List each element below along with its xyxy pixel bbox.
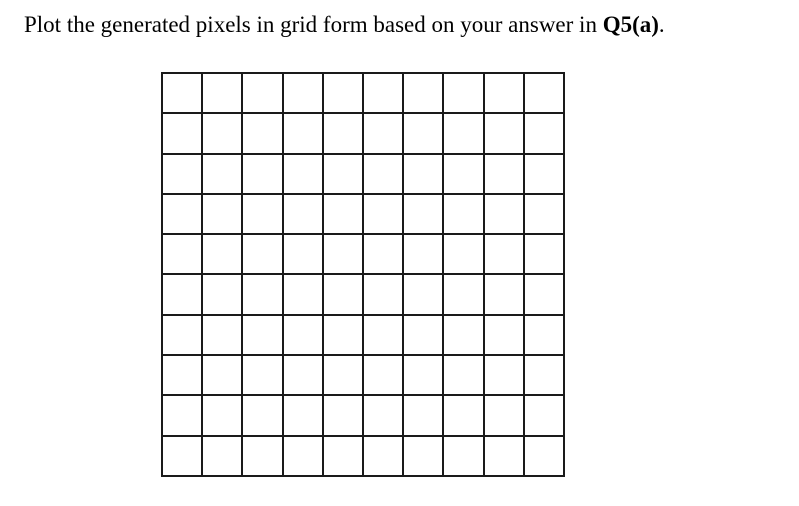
grid-cell[interactable] <box>364 74 404 114</box>
grid-cell[interactable] <box>284 235 324 275</box>
grid-cell[interactable] <box>525 356 565 396</box>
grid-cell[interactable] <box>203 114 243 154</box>
grid-cell[interactable] <box>485 356 525 396</box>
grid-cell[interactable] <box>243 195 283 235</box>
grid-cell[interactable] <box>163 195 203 235</box>
grid-cell[interactable] <box>404 275 444 315</box>
grid-cell[interactable] <box>163 316 203 356</box>
grid-cell[interactable] <box>444 356 484 396</box>
grid-cell[interactable] <box>203 74 243 114</box>
grid-cell[interactable] <box>404 437 444 477</box>
grid-cell[interactable] <box>485 235 525 275</box>
grid-cell[interactable] <box>243 74 283 114</box>
grid-cell[interactable] <box>163 437 203 477</box>
grid-cell[interactable] <box>444 316 484 356</box>
grid-cell[interactable] <box>203 316 243 356</box>
grid-cell[interactable] <box>163 114 203 154</box>
grid-cell[interactable] <box>324 195 364 235</box>
grid-cell[interactable] <box>404 356 444 396</box>
grid-cell[interactable] <box>364 235 404 275</box>
grid-cell[interactable] <box>163 396 203 436</box>
grid-cell[interactable] <box>444 437 484 477</box>
grid-cell[interactable] <box>525 235 565 275</box>
grid-cell[interactable] <box>364 316 404 356</box>
grid-cell[interactable] <box>364 356 404 396</box>
grid-cell[interactable] <box>163 356 203 396</box>
grid-cell[interactable] <box>525 396 565 436</box>
question-reference: Q5(a) <box>602 12 659 37</box>
grid-cell[interactable] <box>525 155 565 195</box>
grid-cell[interactable] <box>203 275 243 315</box>
grid-cell[interactable] <box>324 356 364 396</box>
grid-cell[interactable] <box>364 195 404 235</box>
grid-cell[interactable] <box>525 316 565 356</box>
grid-cell[interactable] <box>243 437 283 477</box>
grid-cell[interactable] <box>203 396 243 436</box>
grid-cell[interactable] <box>364 114 404 154</box>
grid-cell[interactable] <box>203 437 243 477</box>
grid-cell[interactable] <box>324 74 364 114</box>
grid-cell[interactable] <box>364 275 404 315</box>
grid-cell[interactable] <box>243 235 283 275</box>
grid-cell[interactable] <box>324 275 364 315</box>
grid-cell[interactable] <box>444 195 484 235</box>
grid-cell[interactable] <box>324 316 364 356</box>
grid-cell[interactable] <box>324 235 364 275</box>
grid-cell[interactable] <box>485 275 525 315</box>
grid-cell[interactable] <box>163 155 203 195</box>
grid-cell[interactable] <box>243 356 283 396</box>
grid-cell[interactable] <box>404 396 444 436</box>
grid-cell[interactable] <box>324 114 364 154</box>
grid-cell[interactable] <box>284 74 324 114</box>
grid-cell[interactable] <box>284 114 324 154</box>
grid-cell[interactable] <box>284 195 324 235</box>
grid-cell[interactable] <box>203 155 243 195</box>
pixel-grid[interactable] <box>161 72 565 477</box>
grid-cell[interactable] <box>243 396 283 436</box>
grid-cell[interactable] <box>203 356 243 396</box>
grid-cell[interactable] <box>284 155 324 195</box>
grid-cell[interactable] <box>525 74 565 114</box>
grid-cell[interactable] <box>364 396 404 436</box>
grid-cell[interactable] <box>364 437 404 477</box>
grid-cell[interactable] <box>485 316 525 356</box>
grid-cell[interactable] <box>444 275 484 315</box>
grid-cell[interactable] <box>284 316 324 356</box>
grid-cell[interactable] <box>404 316 444 356</box>
grid-cell[interactable] <box>163 275 203 315</box>
grid-cell[interactable] <box>444 155 484 195</box>
grid-cell[interactable] <box>525 114 565 154</box>
grid-cell[interactable] <box>525 437 565 477</box>
grid-cell[interactable] <box>485 155 525 195</box>
question-suffix: . <box>658 12 665 37</box>
grid-cell[interactable] <box>485 114 525 154</box>
grid-cell[interactable] <box>404 74 444 114</box>
grid-cell[interactable] <box>444 235 484 275</box>
question-prefix: Plot the generated pixels in grid form based on your answer in <box>24 12 603 37</box>
grid-cell[interactable] <box>284 275 324 315</box>
grid-cell[interactable] <box>444 114 484 154</box>
grid-cell[interactable] <box>404 195 444 235</box>
grid-cell[interactable] <box>163 74 203 114</box>
grid-cell[interactable] <box>324 155 364 195</box>
grid-cell[interactable] <box>243 275 283 315</box>
grid-cell[interactable] <box>324 396 364 436</box>
grid-cell[interactable] <box>243 155 283 195</box>
grid-cell[interactable] <box>203 195 243 235</box>
grid-cell[interactable] <box>163 235 203 275</box>
grid-cell[interactable] <box>284 356 324 396</box>
grid-cell[interactable] <box>243 316 283 356</box>
grid-cell[interactable] <box>485 195 525 235</box>
grid-cell[interactable] <box>284 396 324 436</box>
grid-cell[interactable] <box>324 437 364 477</box>
grid-cell[interactable] <box>485 74 525 114</box>
grid-cell[interactable] <box>203 235 243 275</box>
grid-cell[interactable] <box>485 396 525 436</box>
grid-cell[interactable] <box>485 437 525 477</box>
grid-cell[interactable] <box>364 155 404 195</box>
grid-cell[interactable] <box>444 74 484 114</box>
grid-cell[interactable] <box>243 114 283 154</box>
grid-cell[interactable] <box>284 437 324 477</box>
grid-cell[interactable] <box>404 114 444 154</box>
question-text <box>24 10 665 40</box>
grid-cell[interactable] <box>404 235 444 275</box>
grid-cell[interactable] <box>404 155 444 195</box>
grid-cell[interactable] <box>444 396 484 436</box>
grid-cell[interactable] <box>525 275 565 315</box>
grid-cell[interactable] <box>525 195 565 235</box>
